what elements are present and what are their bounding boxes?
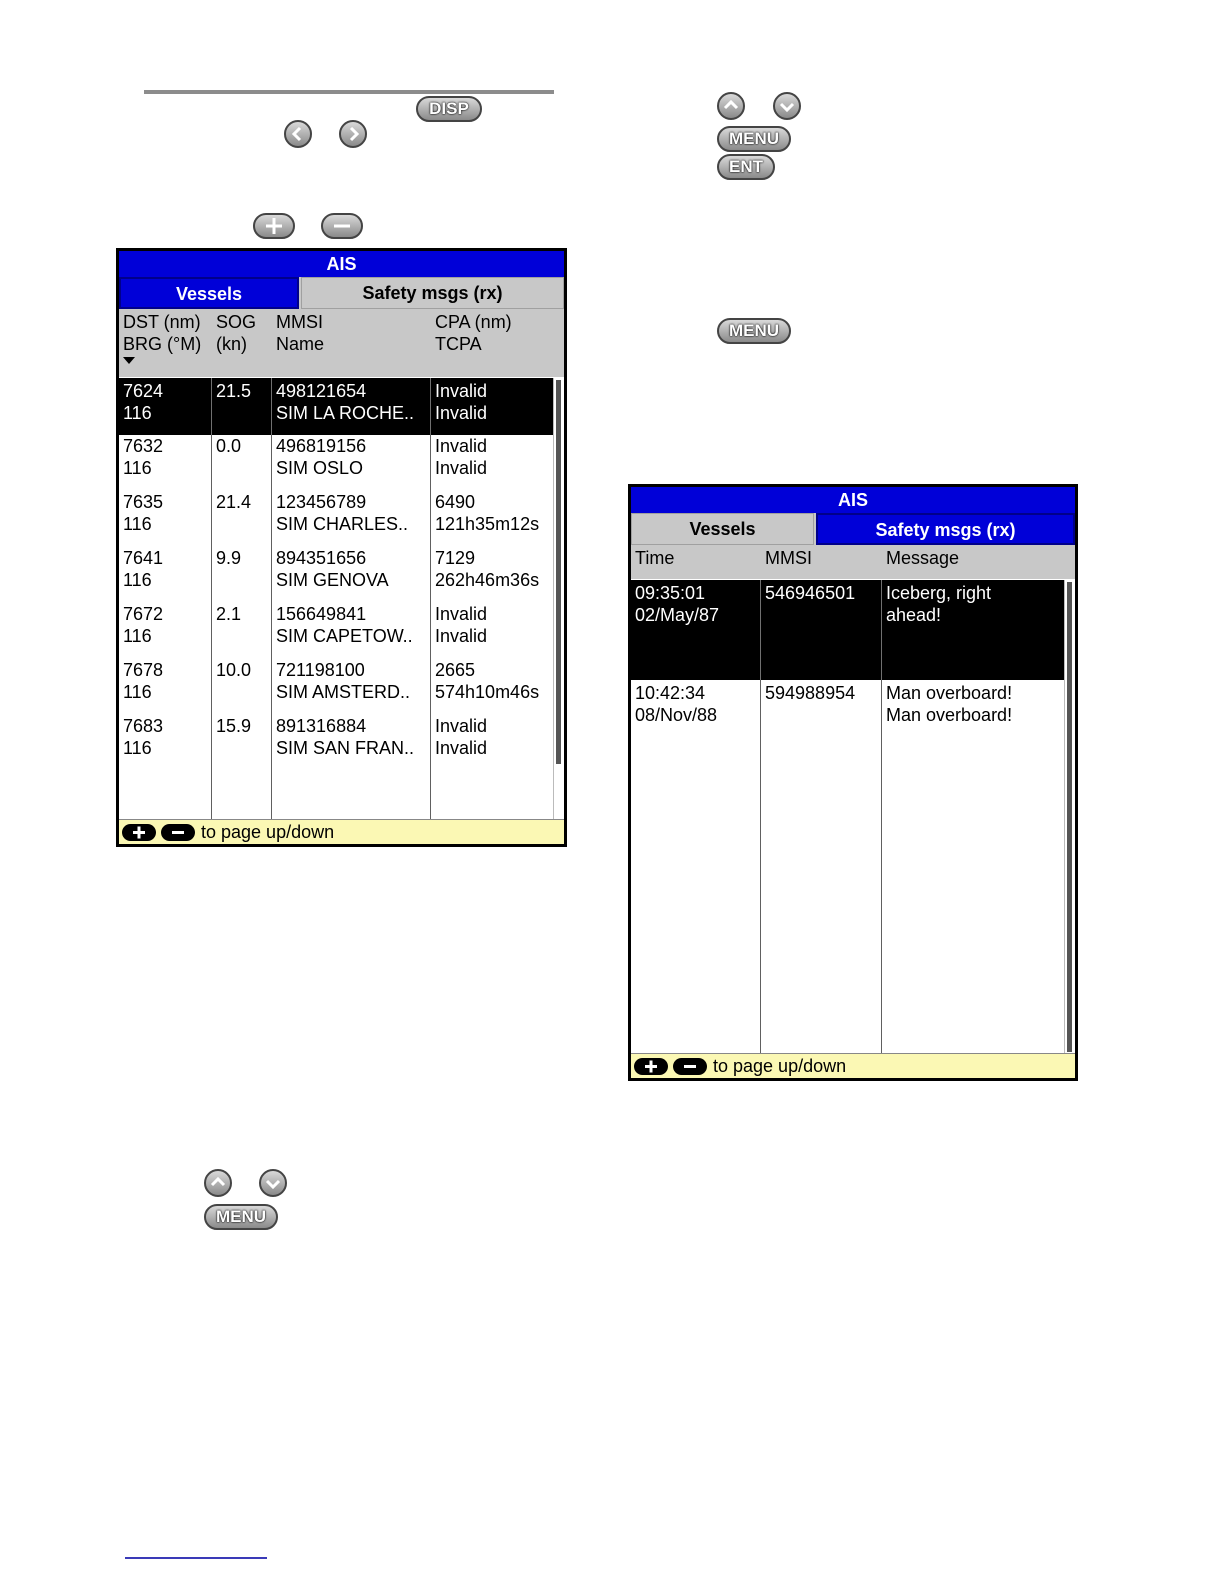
- menu-key-icon: MENU: [204, 1204, 278, 1230]
- message-line: Man overboard!: [886, 683, 1013, 703]
- brg-value: 116: [123, 682, 152, 702]
- bottom-rule: [125, 1557, 267, 1559]
- vessel-row[interactable]: [119, 435, 554, 491]
- dst-value: 7624: [123, 381, 164, 401]
- ent-key-icon: ENT: [717, 154, 775, 180]
- scrollbar-thumb[interactable]: [556, 380, 561, 764]
- footer-hint: [631, 1053, 1075, 1078]
- mmsi-value: 156649841: [276, 604, 367, 624]
- message-row[interactable]: [631, 580, 1065, 680]
- mmsi-value: 894351656: [276, 548, 367, 568]
- scrollbar[interactable]: [553, 378, 564, 822]
- dst-value: 7641: [123, 548, 164, 568]
- message-line: Man overboard!: [886, 705, 1013, 725]
- cpa-value: 7129: [435, 548, 476, 568]
- plus-key-icon: [122, 824, 156, 841]
- sog-value: 15.9: [216, 716, 252, 736]
- tcpa-value: 262h46m36s: [435, 570, 540, 590]
- vessel-row[interactable]: [119, 659, 554, 715]
- screen-title: AIS: [631, 487, 1075, 513]
- top-rule: [144, 90, 554, 94]
- header-mmsi[interactable]: MMSI: [276, 312, 323, 332]
- screen-title: AIS: [119, 251, 564, 277]
- cpa-value: Invalid: [435, 381, 488, 401]
- minus-key-icon: [161, 824, 195, 841]
- message-row[interactable]: [631, 680, 1065, 740]
- footer-hint: [119, 819, 564, 844]
- mmsi-value: 123456789: [276, 492, 367, 512]
- sog-value: 21.5: [216, 381, 252, 401]
- message-list: [631, 580, 1065, 1056]
- column-header: [631, 545, 1075, 579]
- tab-vessels[interactable]: Vessels: [631, 513, 814, 545]
- mmsi-value: 721198100: [276, 660, 365, 680]
- column-header: [119, 309, 564, 377]
- tcpa-value: 121h35m12s: [435, 514, 540, 534]
- brg-value: 116: [123, 570, 152, 590]
- left-arrow-key-icon: [284, 120, 312, 148]
- vessel-row[interactable]: [119, 378, 554, 435]
- cpa-value: 6490: [435, 492, 476, 512]
- header-mmsi[interactable]: MMSI: [765, 548, 812, 568]
- date-value: 08/Nov/88: [635, 705, 718, 725]
- tab-bar: [631, 513, 1075, 545]
- tab-safety-msgs[interactable]: Safety msgs (rx): [301, 277, 564, 309]
- ais-vessels-screen: [116, 248, 567, 847]
- date-value: 02/May/87: [635, 605, 720, 625]
- vessel-row[interactable]: [119, 715, 554, 771]
- menu-key-icon: MENU: [717, 126, 791, 152]
- vessel-row[interactable]: [119, 547, 554, 603]
- mmsi-value: 498121654: [276, 381, 367, 401]
- plus-key-icon: [253, 213, 295, 239]
- sog-value: 2.1: [216, 604, 242, 624]
- tcpa-value: 574h10m46s: [435, 682, 540, 702]
- brg-value: 116: [123, 458, 152, 478]
- right-arrow-key-icon: [339, 120, 367, 148]
- tcpa-value: Invalid: [435, 403, 488, 423]
- dst-value: 7683: [123, 716, 164, 736]
- name-value: SIM CAPETOW..: [276, 626, 413, 646]
- scrollbar-thumb[interactable]: [1067, 582, 1072, 1052]
- dst-value: 7635: [123, 492, 164, 512]
- cpa-value: Invalid: [435, 716, 488, 736]
- vessel-list: [119, 378, 554, 822]
- down-arrow-key-icon: [259, 1169, 287, 1197]
- tcpa-value: Invalid: [435, 738, 488, 758]
- plus-key-icon: [634, 1058, 668, 1075]
- brg-value: 116: [123, 514, 152, 534]
- tab-safety-msgs[interactable]: Safety msgs (rx): [816, 513, 1075, 545]
- dst-value: 7672: [123, 604, 164, 624]
- minus-key-icon: [673, 1058, 707, 1075]
- mmsi-value: 546946501: [765, 583, 856, 603]
- header-dst[interactable]: DST (nm): [123, 312, 201, 332]
- header-sog[interactable]: SOG: [216, 312, 257, 332]
- header-name[interactable]: Name: [276, 334, 325, 354]
- tcpa-value: Invalid: [435, 458, 488, 478]
- header-brg[interactable]: BRG (°M): [123, 334, 202, 354]
- cpa-value: Invalid: [435, 604, 488, 624]
- cpa-value: 2665: [435, 660, 476, 680]
- name-value: SIM GENOVA: [276, 570, 389, 590]
- brg-value: 116: [123, 626, 152, 646]
- cpa-value: Invalid: [435, 436, 488, 456]
- scrollbar[interactable]: [1064, 580, 1075, 1056]
- menu-key-icon: MENU: [717, 318, 791, 344]
- ais-safety-screen: [628, 484, 1078, 1081]
- name-value: SIM OSLO: [276, 458, 364, 478]
- sog-value: 21.4: [216, 492, 252, 512]
- message-line: Iceberg, right: [886, 583, 992, 603]
- sog-value: 9.9: [216, 548, 242, 568]
- sog-value: 10.0: [216, 660, 252, 680]
- up-arrow-key-icon: [717, 92, 745, 120]
- message-line: ahead!: [886, 605, 942, 625]
- footer-text: to page up/down: [201, 822, 335, 842]
- header-message[interactable]: Message: [886, 548, 960, 568]
- header-time[interactable]: Time: [635, 548, 675, 568]
- dst-value: 7678: [123, 660, 164, 680]
- brg-value: 116: [123, 403, 152, 423]
- header-sog-unit[interactable]: (kn): [216, 334, 247, 354]
- dst-value: 7632: [123, 436, 164, 456]
- name-value: SIM AMSTERD..: [276, 682, 411, 702]
- down-arrow-key-icon: [773, 92, 801, 120]
- mmsi-value: 891316884: [276, 716, 367, 736]
- up-arrow-key-icon: [204, 1169, 232, 1197]
- name-value: SIM LA ROCHE..: [276, 403, 415, 423]
- time-value: 09:35:01: [635, 583, 706, 603]
- vessel-row[interactable]: [119, 603, 554, 659]
- disp-key-icon: DISP: [416, 96, 482, 122]
- brg-value: 116: [123, 738, 152, 758]
- name-value: SIM SAN FRAN..: [276, 738, 415, 758]
- mmsi-value: 594988954: [765, 683, 856, 703]
- tcpa-value: Invalid: [435, 626, 488, 646]
- sort-indicator-icon: [123, 357, 137, 365]
- minus-key-icon: [321, 213, 363, 239]
- time-value: 10:42:34: [635, 683, 706, 703]
- tab-vessels[interactable]: Vessels: [119, 277, 299, 309]
- mmsi-value: 496819156: [276, 436, 367, 456]
- name-value: SIM CHARLES..: [276, 514, 409, 534]
- sog-value: 0.0: [216, 436, 242, 456]
- tab-bar: [119, 277, 564, 309]
- header-tcpa[interactable]: TCPA: [435, 334, 482, 354]
- header-cpa[interactable]: CPA (nm): [435, 312, 512, 332]
- footer-text: to page up/down: [713, 1056, 847, 1076]
- vessel-row[interactable]: [119, 491, 554, 547]
